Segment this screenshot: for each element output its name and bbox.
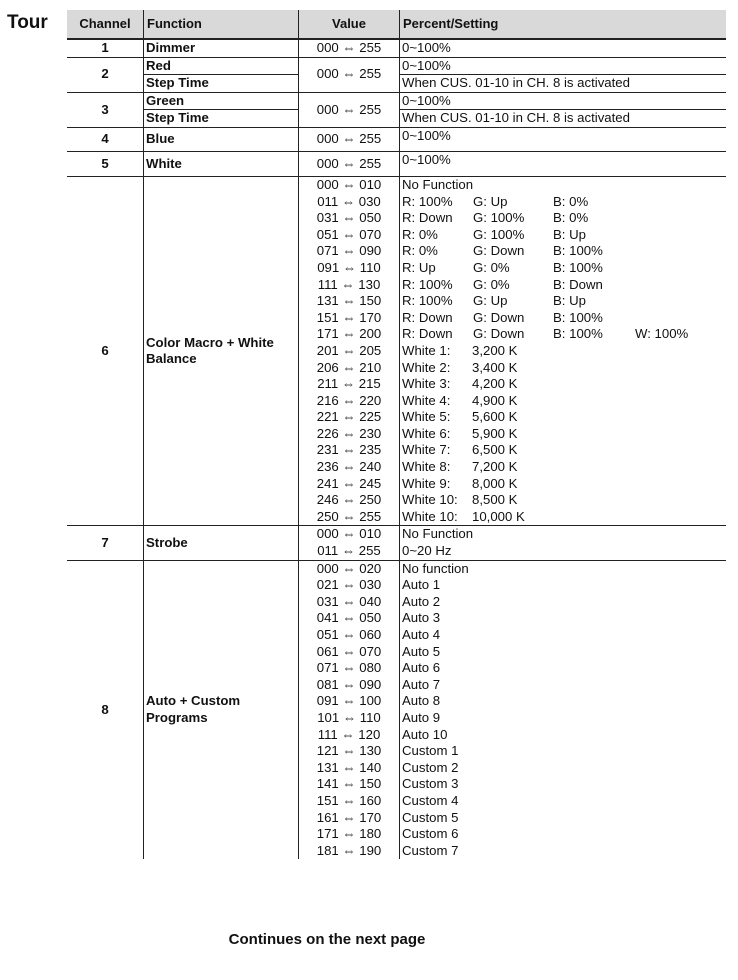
color-temperature: 8,500 K <box>472 492 518 508</box>
white-label: White 10: <box>402 492 458 508</box>
value-range: 171 ⇔ 200 <box>316 326 382 342</box>
table-row-ch7 <box>67 526 726 560</box>
color-macro-list <box>402 194 724 343</box>
red-setting: R: Up <box>402 259 436 275</box>
setting-text: Auto 3 <box>402 610 441 626</box>
channel-number: 7 <box>67 526 144 560</box>
setting-text: Custom 5 <box>402 809 459 825</box>
red-setting: R: Down <box>402 326 453 342</box>
color-temperature: 8,000 K <box>472 475 518 491</box>
blue-setting: B: 100% <box>553 309 603 325</box>
value-range: 101 ⇔ 110 <box>317 709 381 725</box>
setting-text: Custom 3 <box>402 776 459 792</box>
white-balance-row <box>402 409 724 426</box>
table-row-ch2 <box>67 57 726 92</box>
function-name: Dimmer <box>144 39 299 57</box>
value-range: 231 ⇔ 235 <box>316 442 382 458</box>
setting-text: Auto 4 <box>402 627 441 642</box>
value-range: 226 ⇔ 230 <box>316 425 382 441</box>
white-label: White 8: <box>402 459 451 475</box>
setting-text: Custom 1 <box>402 743 459 759</box>
white-label: White 3: <box>402 376 451 392</box>
color-temperature: 7,200 K <box>472 459 518 475</box>
setting-text: 0~20 Hz <box>402 543 452 559</box>
green-setting: G: Up <box>473 193 508 209</box>
white-label: White 9: <box>402 475 451 491</box>
value-range: 161 ⇔ 170 <box>316 809 382 825</box>
table-row-ch3 <box>67 92 726 127</box>
white-balance-row <box>402 393 724 410</box>
value-range: 031 ⇔ 050 <box>316 210 382 226</box>
value-range: 051 ⇔ 060 <box>316 627 382 642</box>
setting-list <box>400 526 727 560</box>
red-setting: R: Down <box>402 210 453 226</box>
color-temperature: 3,400 K <box>472 359 518 375</box>
color-temperature: 3,200 K <box>472 342 518 358</box>
white-label: White 5: <box>402 409 451 425</box>
channel-number: 1 <box>67 39 144 57</box>
channel-number: 8 <box>101 701 109 717</box>
table-row-ch4 <box>67 127 726 151</box>
value-range: 081 ⇔ 090 <box>316 676 382 692</box>
value-range: 021 ⇔ 030 <box>316 577 382 593</box>
setting-text: Auto 10 <box>402 726 448 742</box>
setting-text: Auto 5 <box>402 643 441 659</box>
white-balance-list <box>402 343 724 526</box>
setting-text: Auto 6 <box>402 660 441 676</box>
table-row-ch8 <box>67 560 726 859</box>
white-label: White 10: <box>402 508 458 524</box>
setting-text: No Function <box>402 176 474 192</box>
value-range: 000 ⇔ 255 <box>299 127 400 151</box>
blue-setting: B: 100% <box>553 243 603 259</box>
white-balance-row <box>402 426 724 443</box>
color-macro-row <box>402 310 724 327</box>
value-range: 071 ⇔ 080 <box>316 660 382 676</box>
value-range: 031 ⇔ 040 <box>316 593 382 609</box>
function-cell <box>144 57 299 92</box>
channel-number: 4 <box>67 127 144 151</box>
color-temperature: 6,500 K <box>472 442 518 458</box>
setting-text: Custom 6 <box>402 826 459 842</box>
white-balance-row <box>402 442 724 459</box>
setting-text: 0~100% <box>400 127 727 151</box>
color-macro-row <box>402 210 724 227</box>
color-temperature: 5,900 K <box>472 425 518 441</box>
setting-text: Auto 7 <box>402 676 441 692</box>
table-row-ch6 <box>67 176 726 525</box>
white-balance-row <box>402 459 724 476</box>
color-macro-row <box>402 243 724 260</box>
channel-number: 5 <box>67 151 144 176</box>
white-balance-row <box>402 492 724 509</box>
green-setting: G: Down <box>473 326 525 342</box>
value-range: 121 ⇔ 130 <box>316 743 382 759</box>
channel-number: 2 <box>67 57 144 92</box>
setting-text: Auto 1 <box>402 577 441 593</box>
setting-text: Auto 9 <box>402 709 441 725</box>
value-range: 071 ⇔ 090 <box>316 243 382 259</box>
channel-number: 6 <box>67 176 144 525</box>
blue-setting: B: 0% <box>553 210 589 226</box>
white-label: White 4: <box>402 392 451 408</box>
green-setting: G: Down <box>473 309 525 325</box>
setting-text: No function <box>402 560 469 576</box>
value-range: 061 ⇔ 070 <box>316 643 382 659</box>
color-temperature: 5,600 K <box>472 409 518 425</box>
value-list <box>299 560 400 859</box>
red-setting: R: 100% <box>402 276 453 292</box>
white-balance-row <box>402 476 724 493</box>
value-range: 151 ⇔ 160 <box>316 792 382 808</box>
green-setting: G: 0% <box>473 259 510 275</box>
blue-setting: B: 100% <box>553 259 603 275</box>
function-name: Strobe <box>144 526 299 560</box>
value-range: 000 ⇔ 010 <box>316 176 382 192</box>
white-balance-row <box>402 509 724 526</box>
value-range: 201 ⇔ 205 <box>316 342 382 358</box>
value-range: 181 ⇔ 190 <box>316 842 382 858</box>
value-list <box>299 176 400 525</box>
value-range: 221 ⇔ 225 <box>316 409 382 425</box>
white-label: White 6: <box>402 425 451 441</box>
setting-cell <box>400 57 727 92</box>
setting-text: When CUS. 01-10 in CH. 8 is activated <box>400 74 726 92</box>
header-setting: Percent/Setting <box>400 10 727 39</box>
value-range: 111 ⇔ 130 <box>317 276 381 292</box>
function-name: White <box>144 151 299 176</box>
color-temperature: 10,000 K <box>472 508 525 524</box>
value-range: 241 ⇔ 245 <box>316 475 382 491</box>
white-label: White 7: <box>402 442 451 458</box>
function-name: Red <box>146 57 171 73</box>
setting-text: Auto 2 <box>402 593 441 609</box>
green-setting: G: Down <box>473 243 525 259</box>
table-row-ch5 <box>67 151 726 176</box>
blue-setting: B: Down <box>553 276 603 292</box>
setting-text: Custom 7 <box>402 842 459 858</box>
side-title: Tour <box>7 12 48 33</box>
function-cell <box>144 92 299 127</box>
white-balance-row <box>402 376 724 393</box>
value-range: 131 ⇔ 140 <box>316 759 382 775</box>
blue-setting: B: Up <box>553 226 586 242</box>
blue-setting: B: Up <box>553 293 586 309</box>
setting-list <box>400 560 727 859</box>
color-macro-row <box>402 326 724 343</box>
setting-text: When CUS. 01-10 in CH. 8 is activated <box>400 109 726 127</box>
red-setting: R: Down <box>402 309 453 325</box>
continues-note: Continues on the next page <box>228 931 426 948</box>
value-range: 216 ⇔ 220 <box>316 392 382 408</box>
value-list <box>299 526 400 560</box>
value-range: 206 ⇔ 210 <box>316 359 382 375</box>
setting-list <box>400 176 727 525</box>
green-setting: G: 100% <box>473 210 525 226</box>
value-range: 091 ⇔ 110 <box>317 259 381 275</box>
function-name: Color Macro + White Balance <box>144 176 299 525</box>
green-setting: G: 100% <box>473 226 525 242</box>
value-range: 000 ⇔ 255 <box>299 39 400 57</box>
setting-text: Custom 4 <box>402 792 459 808</box>
header-channel: Channel <box>67 10 144 39</box>
white-balance-row <box>402 360 724 377</box>
value-range: 011 ⇔ 030 <box>317 193 381 209</box>
color-temperature: 4,900 K <box>472 392 518 408</box>
function-name: Auto + Custom Programs <box>144 560 299 859</box>
value-range: 151 ⇔ 170 <box>316 309 382 325</box>
setting-text: 0~100% <box>402 57 451 73</box>
header-row <box>67 10 726 39</box>
function-name: Step Time <box>144 74 298 92</box>
white-label: White 1: <box>402 342 451 358</box>
function-name: Green <box>146 92 185 108</box>
value-range: 091 ⇔ 100 <box>316 693 382 709</box>
header-value: Value <box>299 10 400 39</box>
value-range: 000 ⇔ 020 <box>316 560 382 576</box>
red-setting: R: 100% <box>402 193 453 209</box>
white-setting: W: 100% <box>635 326 689 342</box>
color-macro-row <box>402 277 724 294</box>
white-balance-row <box>402 343 724 360</box>
color-macro-row <box>402 260 724 277</box>
blue-setting: B: 0% <box>553 193 589 209</box>
setting-text: Auto 8 <box>402 693 441 709</box>
value-range: 131 ⇔ 150 <box>316 293 382 309</box>
value-range: 000 ⇔ 010 <box>316 526 382 542</box>
value-range: 246 ⇔ 250 <box>316 492 382 508</box>
value-range: 171 ⇔ 180 <box>316 826 382 842</box>
setting-cell <box>400 92 727 127</box>
value-range: 000 ⇔ 255 <box>299 57 400 92</box>
value-range: 211 ⇔ 215 <box>317 376 381 392</box>
color-macro-row <box>402 194 724 211</box>
function-name: Step Time <box>144 109 298 127</box>
function-name: Blue <box>144 127 299 151</box>
value-range: 250 ⇔ 255 <box>316 508 382 524</box>
green-setting: G: 0% <box>473 276 510 292</box>
setting-text: 0~100% <box>402 92 451 108</box>
setting-text: 0~100% <box>400 151 727 176</box>
color-temperature: 4,200 K <box>472 376 518 392</box>
header-function: Function <box>144 10 299 39</box>
setting-text: No Function <box>402 526 474 542</box>
value-range: 011 ⇔ 255 <box>317 543 381 559</box>
value-range: 141 ⇔ 150 <box>316 776 382 792</box>
setting-text: Custom 2 <box>402 759 459 775</box>
value-range: 051 ⇔ 070 <box>316 226 382 242</box>
value-range: 000 ⇔ 255 <box>299 92 400 127</box>
value-range: 000 ⇔ 255 <box>299 151 400 176</box>
value-range: 111 ⇔ 120 <box>317 726 381 742</box>
dmx-channel-table <box>67 10 726 859</box>
red-setting: R: 0% <box>402 226 438 242</box>
value-range: 236 ⇔ 240 <box>316 459 382 475</box>
table-row-ch1 <box>67 39 726 57</box>
red-setting: R: 0% <box>402 243 438 259</box>
setting-text: 0~100% <box>400 39 727 57</box>
value-range: 041 ⇔ 050 <box>316 610 382 626</box>
color-macro-row <box>402 227 724 244</box>
red-setting: R: 100% <box>402 293 453 309</box>
green-setting: G: Up <box>473 293 508 309</box>
color-macro-row <box>402 293 724 310</box>
channel-number: 3 <box>67 92 144 127</box>
white-label: White 2: <box>402 359 451 375</box>
blue-setting: B: 100% <box>553 326 603 342</box>
